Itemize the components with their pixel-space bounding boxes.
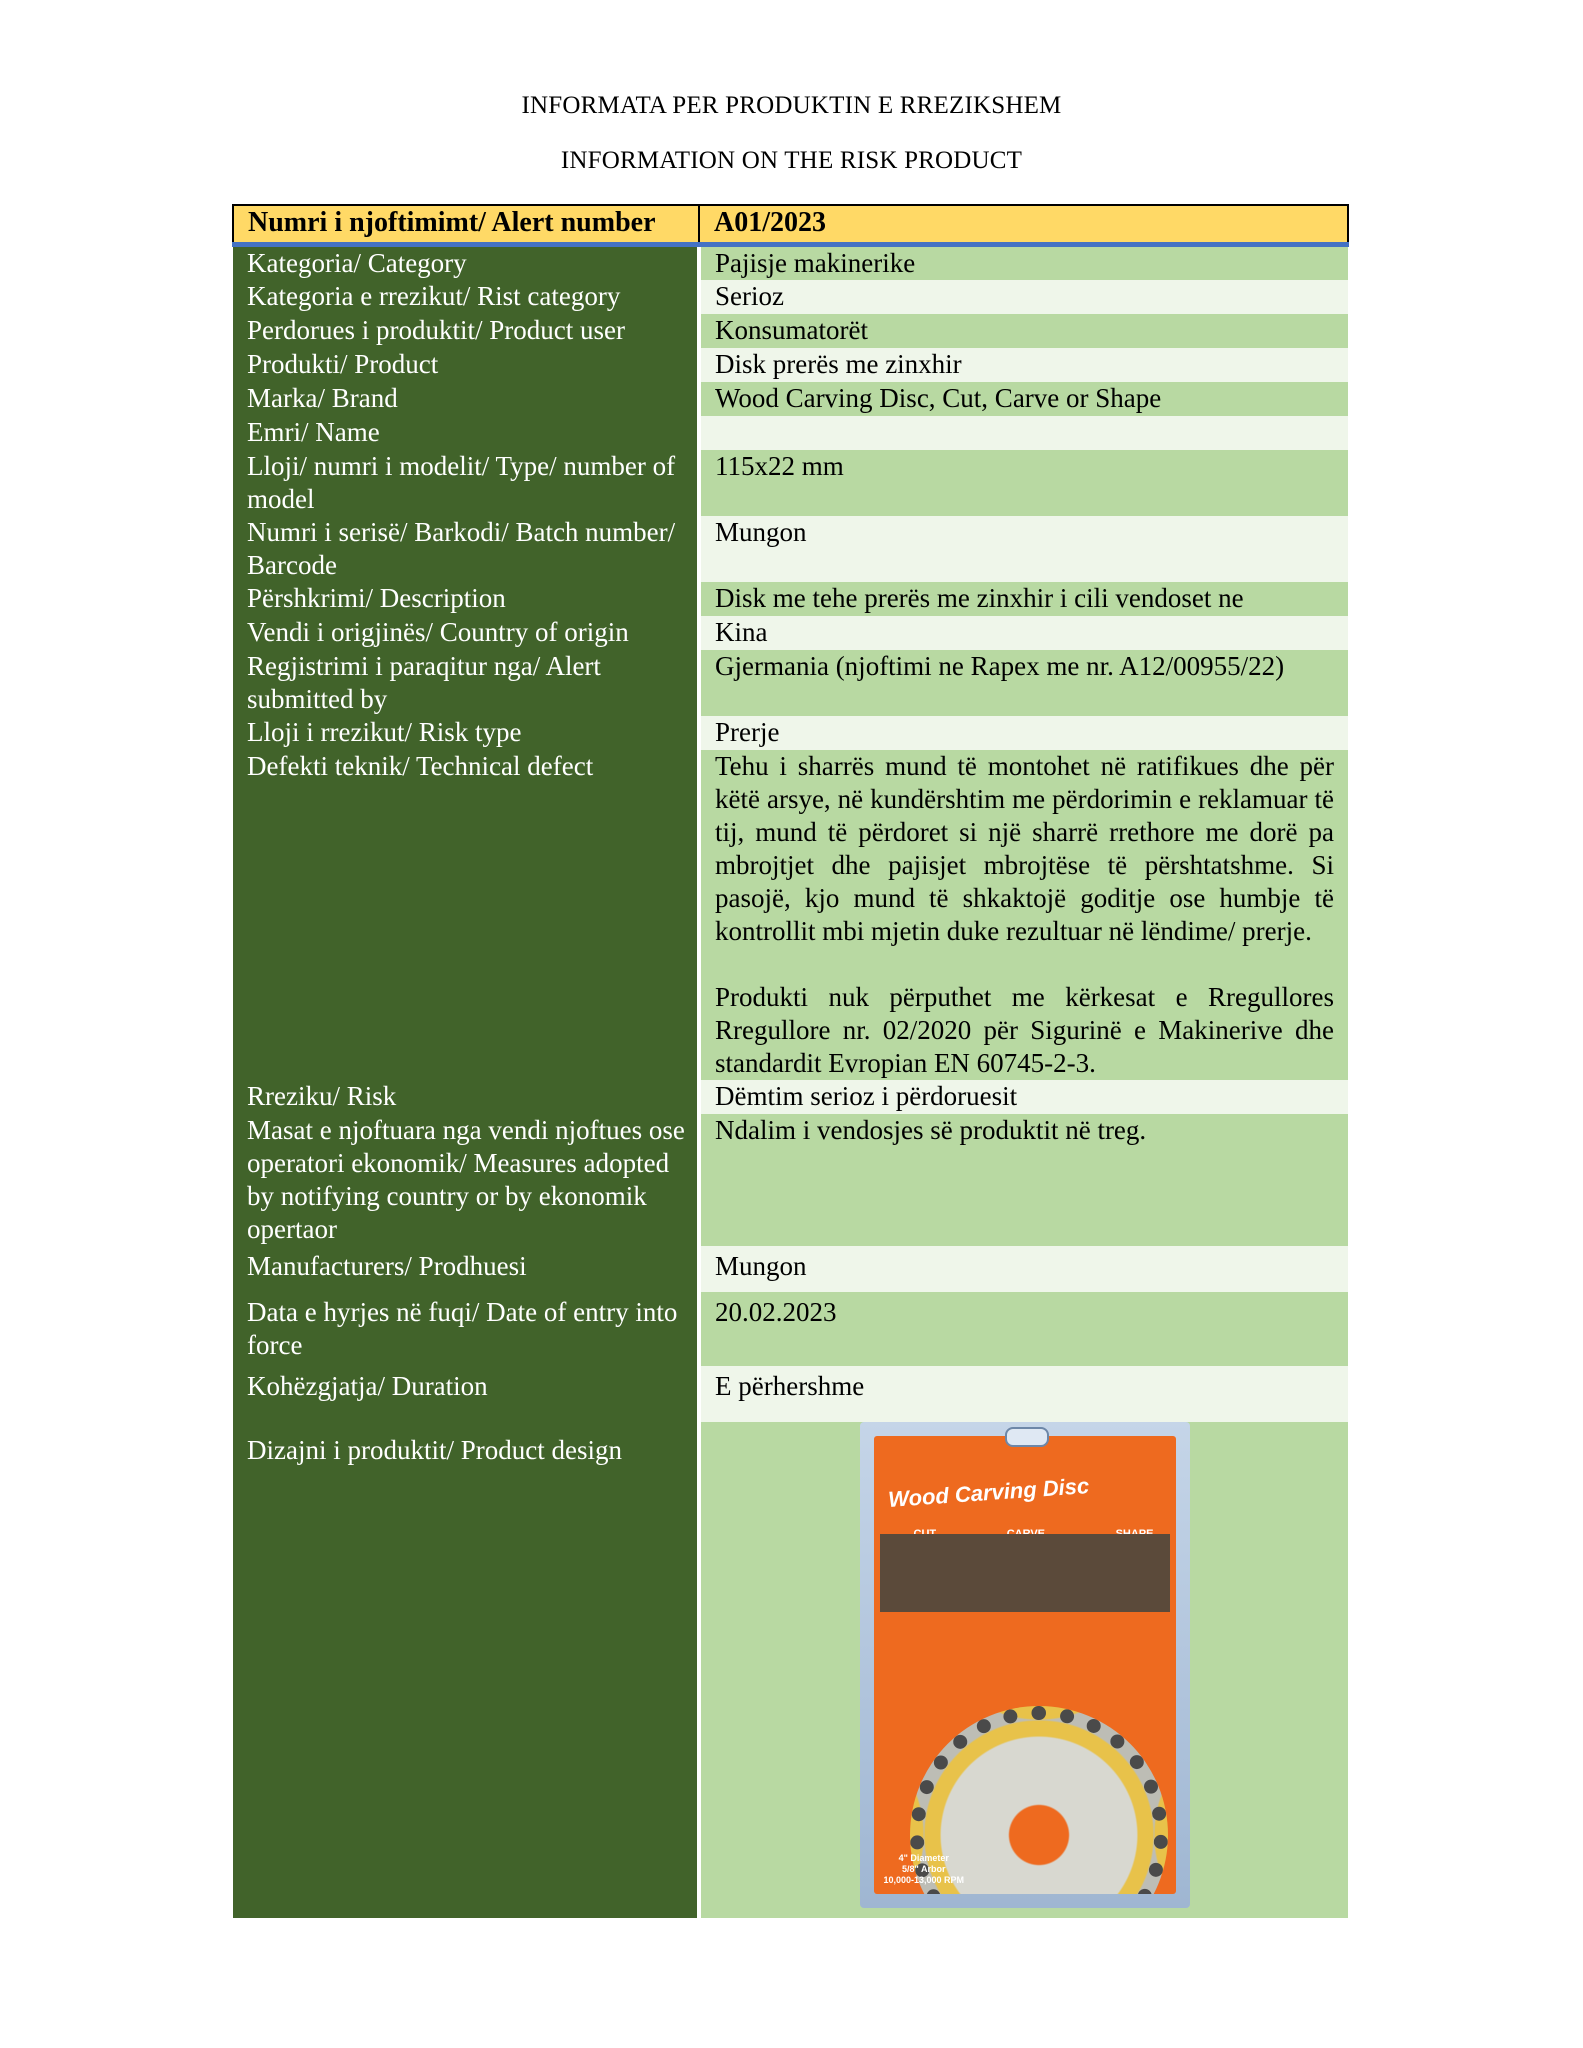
row-value: 20.02.2023 bbox=[699, 1292, 1348, 1366]
row-label: Numri i serisë/ Barkodi/ Batch number/ Barcode bbox=[233, 516, 699, 582]
row-label: Manufacturers/ Prodhuesi bbox=[233, 1246, 699, 1292]
row-value: Wood Carving Disc, Cut, Carve or Shape bbox=[699, 382, 1348, 416]
table-row-product-design bbox=[233, 1422, 1348, 1918]
package-spec: 4" Diameter bbox=[898, 1853, 949, 1863]
product-package-image bbox=[860, 1422, 1190, 1908]
risk-product-table bbox=[232, 204, 1349, 1918]
row-label: Vendi i origjinës/ Country of origin bbox=[233, 616, 699, 650]
paragraph-gap bbox=[715, 948, 1334, 981]
package-card bbox=[874, 1436, 1176, 1894]
row-label: Rreziku/ Risk bbox=[233, 1080, 699, 1114]
row-label: Kategoria e rrezikut/ Rist category bbox=[233, 280, 699, 314]
row-value: Konsumatorët bbox=[699, 314, 1348, 348]
table-row bbox=[233, 416, 1348, 450]
row-label: Lloji i rrezikut/ Risk type bbox=[233, 716, 699, 750]
row-label: Përshkrimi/ Description bbox=[233, 582, 699, 616]
table-row bbox=[233, 582, 1348, 616]
row-value: E përhershme bbox=[699, 1366, 1348, 1422]
table-row bbox=[233, 280, 1348, 314]
table-row bbox=[233, 348, 1348, 382]
table-row bbox=[233, 650, 1348, 716]
row-label: Data e hyrjes në fuqi/ Date of entry into force bbox=[233, 1292, 699, 1366]
row-value: Kina bbox=[699, 616, 1348, 650]
table-row bbox=[233, 1292, 1348, 1366]
product-image-cell bbox=[699, 1422, 1348, 1918]
row-label: Produkti/ Product bbox=[233, 348, 699, 382]
table-row bbox=[233, 716, 1348, 750]
row-label: Marka/ Brand bbox=[233, 382, 699, 416]
row-value: Serioz bbox=[699, 280, 1348, 314]
hang-hole bbox=[1005, 1427, 1049, 1447]
row-value: Mungon bbox=[699, 516, 1348, 582]
row-label: Masat e njoftuara nga vendi njoftues ose operatori ekonomik/ Measures adopted by notifying country or by ekonomik opertaor bbox=[233, 1114, 699, 1246]
table-row bbox=[233, 1366, 1348, 1422]
table-row bbox=[233, 1114, 1348, 1246]
table-row bbox=[233, 616, 1348, 650]
table-row bbox=[233, 1246, 1348, 1292]
row-value bbox=[699, 416, 1348, 450]
package-specs bbox=[884, 1853, 965, 1886]
row-value: Disk me tehe prerës me zinxhir i cili vendoset ne bbox=[699, 582, 1348, 616]
table-row bbox=[233, 516, 1348, 582]
title-en: INFORMATION ON THE RISK PRODUCT bbox=[560, 147, 1023, 174]
row-label: Kategoria/ Category bbox=[233, 245, 699, 281]
row-label: Defekti teknik/ Technical defect bbox=[233, 750, 699, 1080]
table-row bbox=[233, 314, 1348, 348]
row-value: Ndalim i vendosjes së produktit në treg. bbox=[699, 1114, 1348, 1246]
defect-paragraph-2: Produkti nuk përputhet me kërkesat e Rregullores Rregullore nr. 02/2020 për Sigurinë e Makinerive dhe standardit Evropian EN 60745-2-3. bbox=[715, 982, 1334, 1078]
row-value: Mungon bbox=[699, 1246, 1348, 1292]
package-photos bbox=[880, 1534, 1170, 1612]
package-spec: 10,000-13,000 RPM bbox=[883, 1875, 965, 1885]
title-sq: INFORMATA PER PRODUKTIN E RREZIKSHEM bbox=[521, 92, 1062, 119]
row-value: 115x22 mm bbox=[699, 450, 1348, 516]
alert-number-value: A01/2023 bbox=[699, 205, 1348, 245]
row-label: Dizajni i produktit/ Product design bbox=[233, 1422, 699, 1918]
row-value: Gjermania (njoftimi ne Rapex me nr. A12/00955/22) bbox=[699, 650, 1348, 716]
table-row bbox=[233, 245, 1348, 281]
table-row bbox=[233, 1080, 1348, 1114]
row-value: Prerje bbox=[699, 716, 1348, 750]
table-row-technical-defect bbox=[233, 750, 1348, 1080]
alert-number-row bbox=[233, 205, 1348, 245]
row-label: Regjistrimi i paraqitur nga/ Alert submitted by bbox=[233, 650, 699, 716]
table-row bbox=[233, 382, 1348, 416]
row-label: Perdorues i produktit/ Product user bbox=[233, 314, 699, 348]
row-value: Pajisje makinerike bbox=[699, 245, 1348, 281]
alert-number-label: Numri i njoftimimt/ Alert number bbox=[233, 205, 699, 245]
row-value: Disk prerës me zinxhir bbox=[699, 348, 1348, 382]
row-label: Lloji/ numri i modelit/ Type/ number of model bbox=[233, 450, 699, 516]
row-label: Kohëzgjatja/ Duration bbox=[233, 1366, 699, 1422]
row-label: Emri/ Name bbox=[233, 416, 699, 450]
row-value bbox=[699, 750, 1348, 1080]
table-row bbox=[233, 450, 1348, 516]
row-value: Dëmtim serioz i përdoruesit bbox=[699, 1080, 1348, 1114]
package-spec: 5/8" Arbor bbox=[902, 1864, 946, 1874]
package-brand: Wood Carving Disc bbox=[886, 1473, 1090, 1512]
defect-paragraph-1: Tehu i sharrës mund të montohet në ratifikues dhe për këtë arsye, në kundërshtim me përdorimin e reklamuar të tij, mund të përdoret si një sharrë rrethore me dorë pa mbrojtjet dhe pajisjet mbrojtëse të përshtatshme. Si pasojë, kjo mund të shkaktojë goditje ose humbje të kontrollit mbi mjetin duke rezultuar në lëndime/ prerje. bbox=[715, 751, 1334, 946]
